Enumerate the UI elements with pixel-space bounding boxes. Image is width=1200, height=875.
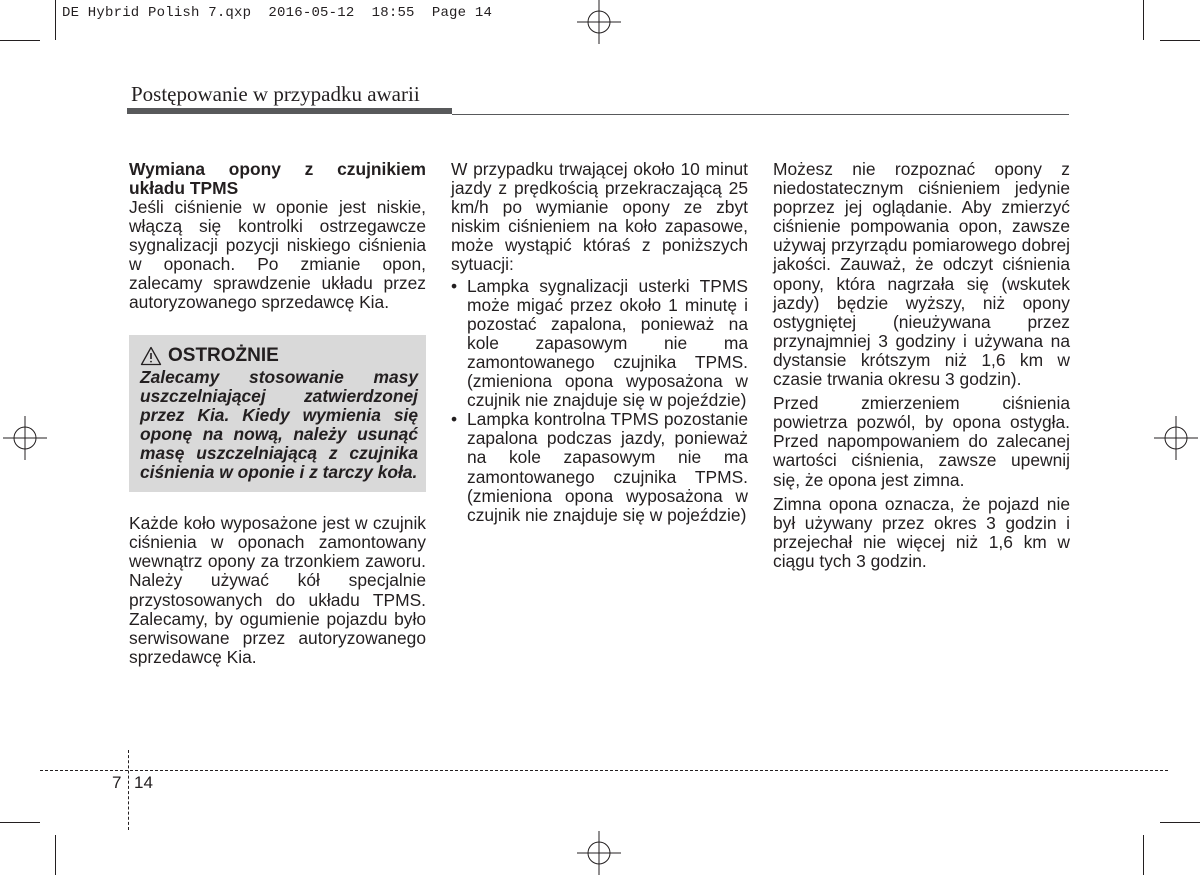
registration-mark-left-icon bbox=[3, 416, 47, 460]
paragraph: Każde koło wyposażone jest w czujnik ciśnienia w oponach zamontowany wewnątrz opony za trzonkiem zaworu. Należy używać kół specjalnie przystosowanych do układu TPMS. Zalecamy, by ogumienie pojazdu było serwisowane przez autoryzowanego sprzedawcę Kia. bbox=[129, 513, 426, 667]
crop-mark-bottom-right-vertical bbox=[1143, 835, 1144, 875]
paragraph: Zimna opona oznacza, że pojazd nie był używany przez okres 3 godzin i przejechał nie więcej niż 1,6 km w ciągu tych 3 godzin. bbox=[773, 493, 1070, 571]
subheading: Wymiana opony z czujnikiem układu TPMS bbox=[129, 159, 426, 198]
bullet-list bbox=[451, 277, 748, 525]
caution-header bbox=[140, 344, 418, 368]
footer-dashed-divider bbox=[128, 750, 129, 830]
chapter-number: 7 bbox=[112, 773, 122, 792]
paragraph: W przypadku trwającej około 10 minut jazdy z prędkością przekraczającą 25 km/h po wymianie opony ze zbyt niskim ciśnieniem na koło zapasowe, może wystąpić któraś z poniższych sytuacji: bbox=[451, 159, 748, 275]
crop-mark-bottom-right-horizontal bbox=[1160, 822, 1200, 823]
paragraph: Możesz nie rozpoznać opony z niedostatecznym ciśnieniem jedynie poprzez jej oglądanie. Aby zmierzyć ciśnienie pompowania opon, zawsze używaj przyrządu pomiarowego dobrej jakości. Zauważ, że odczyt ciśnienia opony, która nagrzała się (wskutek jazdy) będzie wyższy, niż opony ostygniętej (nieużywana przez przynajmniej 3 godziny i używana na dystansie krótszym niż 1,6 km w czasie trwania okresu 3 godzin). bbox=[773, 159, 1070, 390]
page-number: 14 bbox=[134, 773, 153, 792]
crop-mark-top-right-horizontal bbox=[1160, 40, 1200, 41]
crop-mark-bottom-left-vertical bbox=[55, 835, 56, 875]
crop-mark-top-left-horizontal bbox=[0, 40, 40, 41]
registration-mark-bottom-icon bbox=[577, 831, 621, 875]
crop-mark-top-left-vertical bbox=[55, 0, 56, 40]
crop-mark-top-right-vertical bbox=[1143, 0, 1144, 40]
registration-mark-top-icon bbox=[577, 0, 621, 44]
column-2 bbox=[451, 160, 748, 525]
print-slug-line: DE Hybrid Polish 7.qxp 2016-05-12 18:55 Page 14 bbox=[62, 5, 493, 21]
warning-triangle-icon bbox=[140, 346, 162, 366]
paragraph: Jeśli ciśnienie w oponie jest niskie, włączą się kontrolki ostrzegawcze sygnalizacji pozycji niskiego ciśnienia w oponach. Po zmianie opon, zalecamy sprawdzenie układu przez autoryzowanego sprzedawcę Kia. bbox=[129, 197, 426, 313]
column-1 bbox=[129, 160, 426, 667]
list-item: • Lampka sygnalizacji usterki TPMS może migać przez około 1 minutę i pozostać zapalona, ponieważ na kole zapasowym nie ma zamontowanego czujnika TPMS. (zmieniona opona wyposażona w czujnik nie znajduje się w pojeździe) bbox=[451, 277, 748, 411]
section-title-thin-rule bbox=[452, 114, 1069, 115]
section-title: Postępowanie w przypadku awarii bbox=[131, 82, 420, 106]
caution-box bbox=[129, 335, 426, 493]
caution-title: OSTROŻNIE bbox=[168, 344, 279, 366]
registration-mark-right-icon bbox=[1154, 416, 1198, 460]
section-title-rule bbox=[127, 108, 452, 114]
footer-dashed-rule bbox=[40, 770, 1168, 771]
crop-mark-bottom-left-horizontal bbox=[0, 822, 40, 823]
paragraph: Przed zmierzeniem ciśnienia powietrza pozwól, by opona ostygła. Przed napompowaniem do zalecanej wartości ciśnienia, zawsze upewnij się, że opona jest zimna. bbox=[773, 393, 1070, 490]
column-3 bbox=[773, 160, 1070, 571]
caution-text: Zalecamy stosowanie masy uszczelniającej zatwierdzonej przez Kia. Kiedy wymienia się oponę na nową, należy usunąć masę uszczelniającą z czujnika ciśnienia w oponie i z tarczy koła. bbox=[140, 366, 418, 483]
list-item: • Lampka kontrolna TPMS pozostanie zapalona podczas jazdy, ponieważ na kole zapasowym nie ma zamontowanego czujnika TPMS. (zmieniona opona wyposażona w czujnik nie znajduje się w pojeździe) bbox=[451, 410, 748, 525]
